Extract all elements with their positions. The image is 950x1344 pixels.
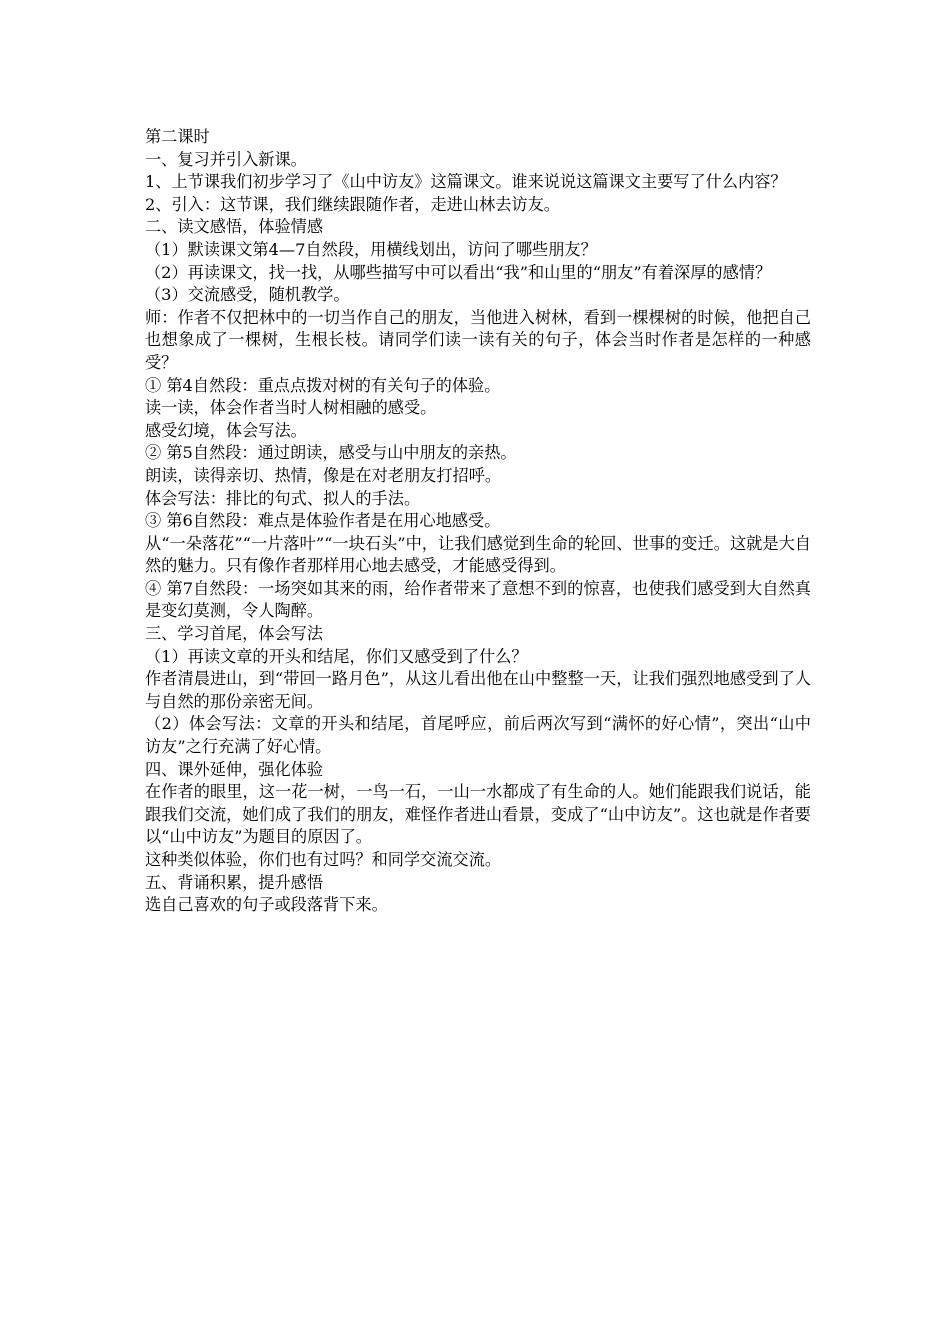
paragraph: 这种类似体验，你们也有过吗？和同学交流交流。 [145,850,502,869]
paragraph: （3）交流感受，随机教学。 [145,285,350,305]
paragraph: ④ 第7自然段：一场突如其来的雨，给作者带来了意想不到的惊喜，也使我们感受到大自然真是变幻莫测，令人陶醉。 [145,578,811,621]
paragraph: ① 第4自然段：重点点拨对树的有关句子的体验。 [145,375,501,395]
lesson-heading: 第二课时 [145,127,210,146]
paragraph: 选自己喜欢的句子或段落背下来。 [145,895,388,915]
section-heading-structure: 三、学习首尾，体会写法 [145,624,324,644]
section-heading-review: 一、复习并引入新课。 [145,149,307,169]
paragraph: （1）再读文章的开头和结尾，你们又感受到了什么？ [145,646,528,666]
section-heading-recitation: 五、背诵积累，提升感悟 [145,872,324,892]
paragraph: 作者清晨进山，到“带回一路月色”，从这儿看出他在山中整整一天，让我们强烈地感受到了人与自然的那份亲密无间。 [145,669,811,711]
paragraph: 体会写法：排比的句式、拟人的手法。 [145,488,421,508]
paragraph: 从“一朵落花”“一片落叶”“一块石头”中，让我们感觉到生命的轮回、世事的变迁。这就是大自然的魅力。只有像作者那样用心地去感受，才能感受得到。 [145,533,811,576]
paragraph: 感受幻境，体会写法。 [145,420,307,440]
paragraph: 1、上节课我们初步学习了《山中访友》这篇课文。谁来说说这篇课文主要写了什么内容？ [145,172,787,192]
paragraph: （1）默读课文第4—7自然段，用横线划出，访问了哪些朋友？ [145,239,597,259]
paragraph: 朗读，读得亲切、热情，像是在对老朋友打招呼。 [145,465,502,485]
paragraph: （2）再读课文，找一找，从哪些描写中可以看出“我”和山里的“朋友”有着深厚的感情？ [145,262,772,282]
paragraph: 2、引入：这节课，我们继续跟随作者，走进山林去访友。 [145,194,560,214]
paragraph: 师：作者不仅把林中的一切当作自己的朋友，当他进入树林，看到一棵棵树的时候，他把自己也想象成了一棵树，生根长枝。请同学们读一读有关的句子，体会当时作者是怎样的一种感受？ [145,307,811,372]
section-heading-reading: 二、读文感悟，体验情感 [145,217,324,237]
paragraph: 读一读，体会作者当时人树相融的感受。 [145,398,437,418]
section-heading-extension: 四、课外延伸，强化体验 [145,759,324,779]
paragraph: ② 第5自然段：通过朗读，感受与山中朋友的亲热。 [145,443,517,463]
paragraph: 在作者的眼里，这一花一树，一鸟一石，一山一水都成了有生命的人。她们能跟我们说话，能跟我们交流，她们成了我们的朋友，难怪作者进山看景，变成了“山中访友”。这也就是作者要以“山中访友”为题目的原因了。 [145,782,811,847]
document-body [145,126,811,917]
paragraph: （2）体会写法：文章的开头和结尾，首尾呼应，前后两次写到“满怀的好心情”，突出“山中访友”之行充满了好心情。 [145,714,811,757]
paragraph: ③ 第6自然段：难点是体验作者是在用心地感受。 [145,511,501,531]
